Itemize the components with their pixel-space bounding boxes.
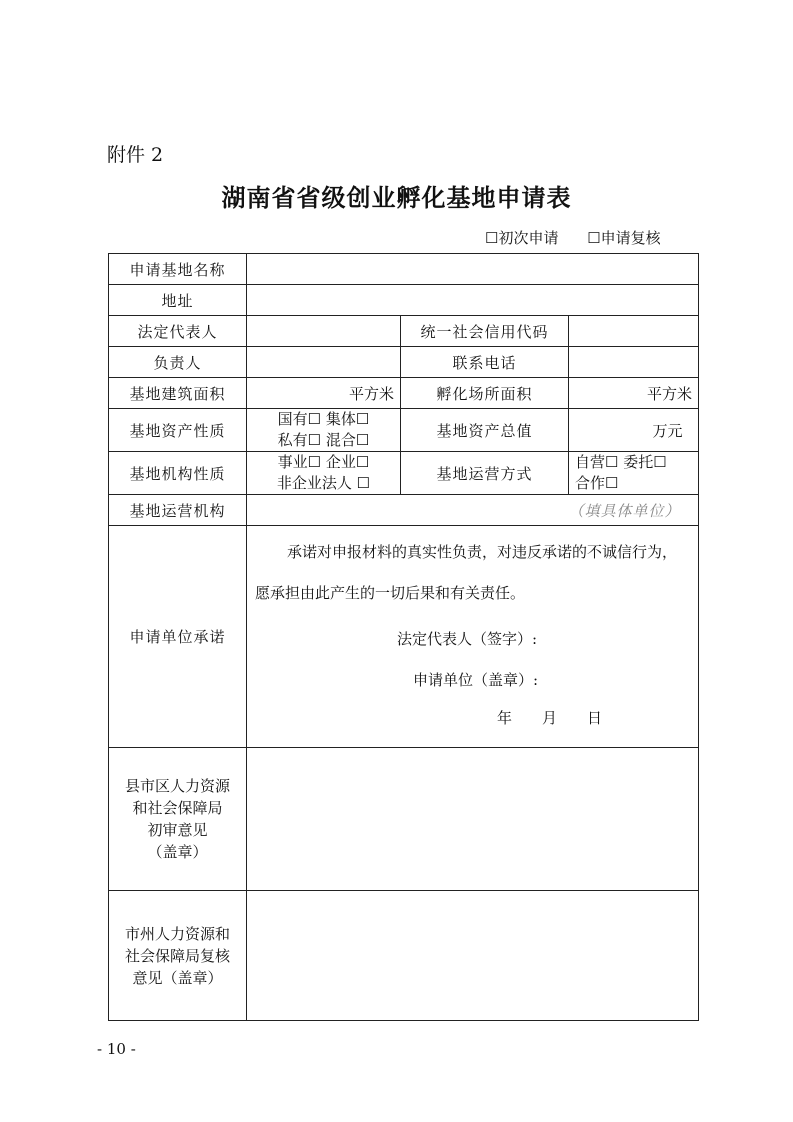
building-area-label: 基地建筑面积 <box>109 378 247 409</box>
page-title: 湖南省省级创业孵化基地申请表 <box>221 183 572 212</box>
person-in-charge-label: 负责人 <box>109 347 247 378</box>
credit-code-field[interactable] <box>569 316 699 347</box>
county-opinion-line-2: 和社会保障局 <box>132 799 223 817</box>
county-opinion-line-3: 初审意见 <box>147 821 208 839</box>
operation-mode-options[interactable] <box>569 452 699 495</box>
asset-total-field[interactable] <box>569 409 699 452</box>
building-area-field[interactable] <box>247 378 401 409</box>
page-number: - 10 - <box>97 1040 136 1058</box>
city-opinion-line-3: 意见（盖章） <box>132 968 223 987</box>
phone-label: 联系电话 <box>401 347 569 378</box>
legal-rep-signature[interactable]: 法定代表人（签字）: <box>397 630 538 648</box>
county-opinion-field[interactable] <box>247 748 699 891</box>
person-in-charge-field[interactable] <box>247 347 401 378</box>
phone-field[interactable] <box>569 347 699 378</box>
incubator-area-label: 孵化场所面积 <box>401 378 569 409</box>
org-nature-options[interactable] <box>247 452 401 495</box>
pledge-label: 申请单位承诺 <box>109 526 247 748</box>
pledge-line-2: 愿承担由此产生的一切后果和有关责任。 <box>255 584 526 602</box>
date-month: 月 <box>542 709 558 727</box>
county-opinion-line-1: 县市区人力资源 <box>124 777 230 795</box>
applicant-seal[interactable]: 申请单位（盖章）: <box>413 671 539 689</box>
pledge-date[interactable] <box>497 707 632 728</box>
annex-label: 附件 2 <box>107 144 164 166</box>
org-nature-label: 基地机构性质 <box>109 452 247 495</box>
operation-mode-label: 基地运营方式 <box>401 452 569 495</box>
pledge-line-1: 承诺对申报材料的真实性负责，对违反承诺的不诚信行为， <box>287 543 678 561</box>
org-nature-line-1: 事业☐ 企业☐ <box>277 453 370 471</box>
first-application-checkbox[interactable]: ☐初次申请 <box>485 229 559 247</box>
asset-nature-line-1: 国有☐ 集体☐ <box>277 410 370 428</box>
credit-code-label: 统一社会信用代码 <box>401 316 569 347</box>
legal-rep-field[interactable] <box>247 316 401 347</box>
county-opinion-label <box>109 748 247 891</box>
incubator-area-field[interactable] <box>569 378 699 409</box>
date-day: 日 <box>587 709 603 727</box>
county-opinion-line-4: （盖章） <box>147 843 208 861</box>
asset-total-label: 基地资产总值 <box>401 409 569 452</box>
operator-field[interactable] <box>247 495 699 526</box>
application-type <box>485 227 685 248</box>
legal-rep-label: 法定代表人 <box>109 316 247 347</box>
operator-label: 基地运营机构 <box>109 495 247 526</box>
base-name-label: 申请基地名称 <box>109 254 247 285</box>
address-label: 地址 <box>109 285 247 316</box>
incubator-area-unit: 平方米 <box>647 384 693 403</box>
operation-mode-line-2: 合作☐ <box>575 474 619 492</box>
asset-nature-label: 基地资产性质 <box>109 409 247 452</box>
city-opinion-line-2: 社会保障局复核 <box>124 946 230 965</box>
org-nature-line-2: 非企业法人 ☐ <box>276 474 371 492</box>
asset-nature-line-2: 私有☐ 混合☐ <box>277 431 370 449</box>
asset-total-unit: 万元 <box>652 421 683 440</box>
city-opinion-field[interactable] <box>247 891 699 1021</box>
address-field[interactable] <box>247 285 699 316</box>
city-opinion-label <box>109 891 247 1021</box>
city-opinion-line-1: 市州人力资源和 <box>124 924 230 943</box>
asset-nature-options[interactable] <box>247 409 401 452</box>
pledge-cell <box>247 526 699 748</box>
building-area-unit: 平方米 <box>348 384 394 403</box>
operation-mode-line-1: 自营☐ 委托☐ <box>575 453 667 471</box>
application-form-table <box>108 253 699 1021</box>
review-application-checkbox[interactable]: ☐申请复核 <box>587 229 661 247</box>
operator-hint: （填具体单位） <box>568 501 681 520</box>
date-year: 年 <box>497 709 513 727</box>
base-name-field[interactable] <box>247 254 699 285</box>
